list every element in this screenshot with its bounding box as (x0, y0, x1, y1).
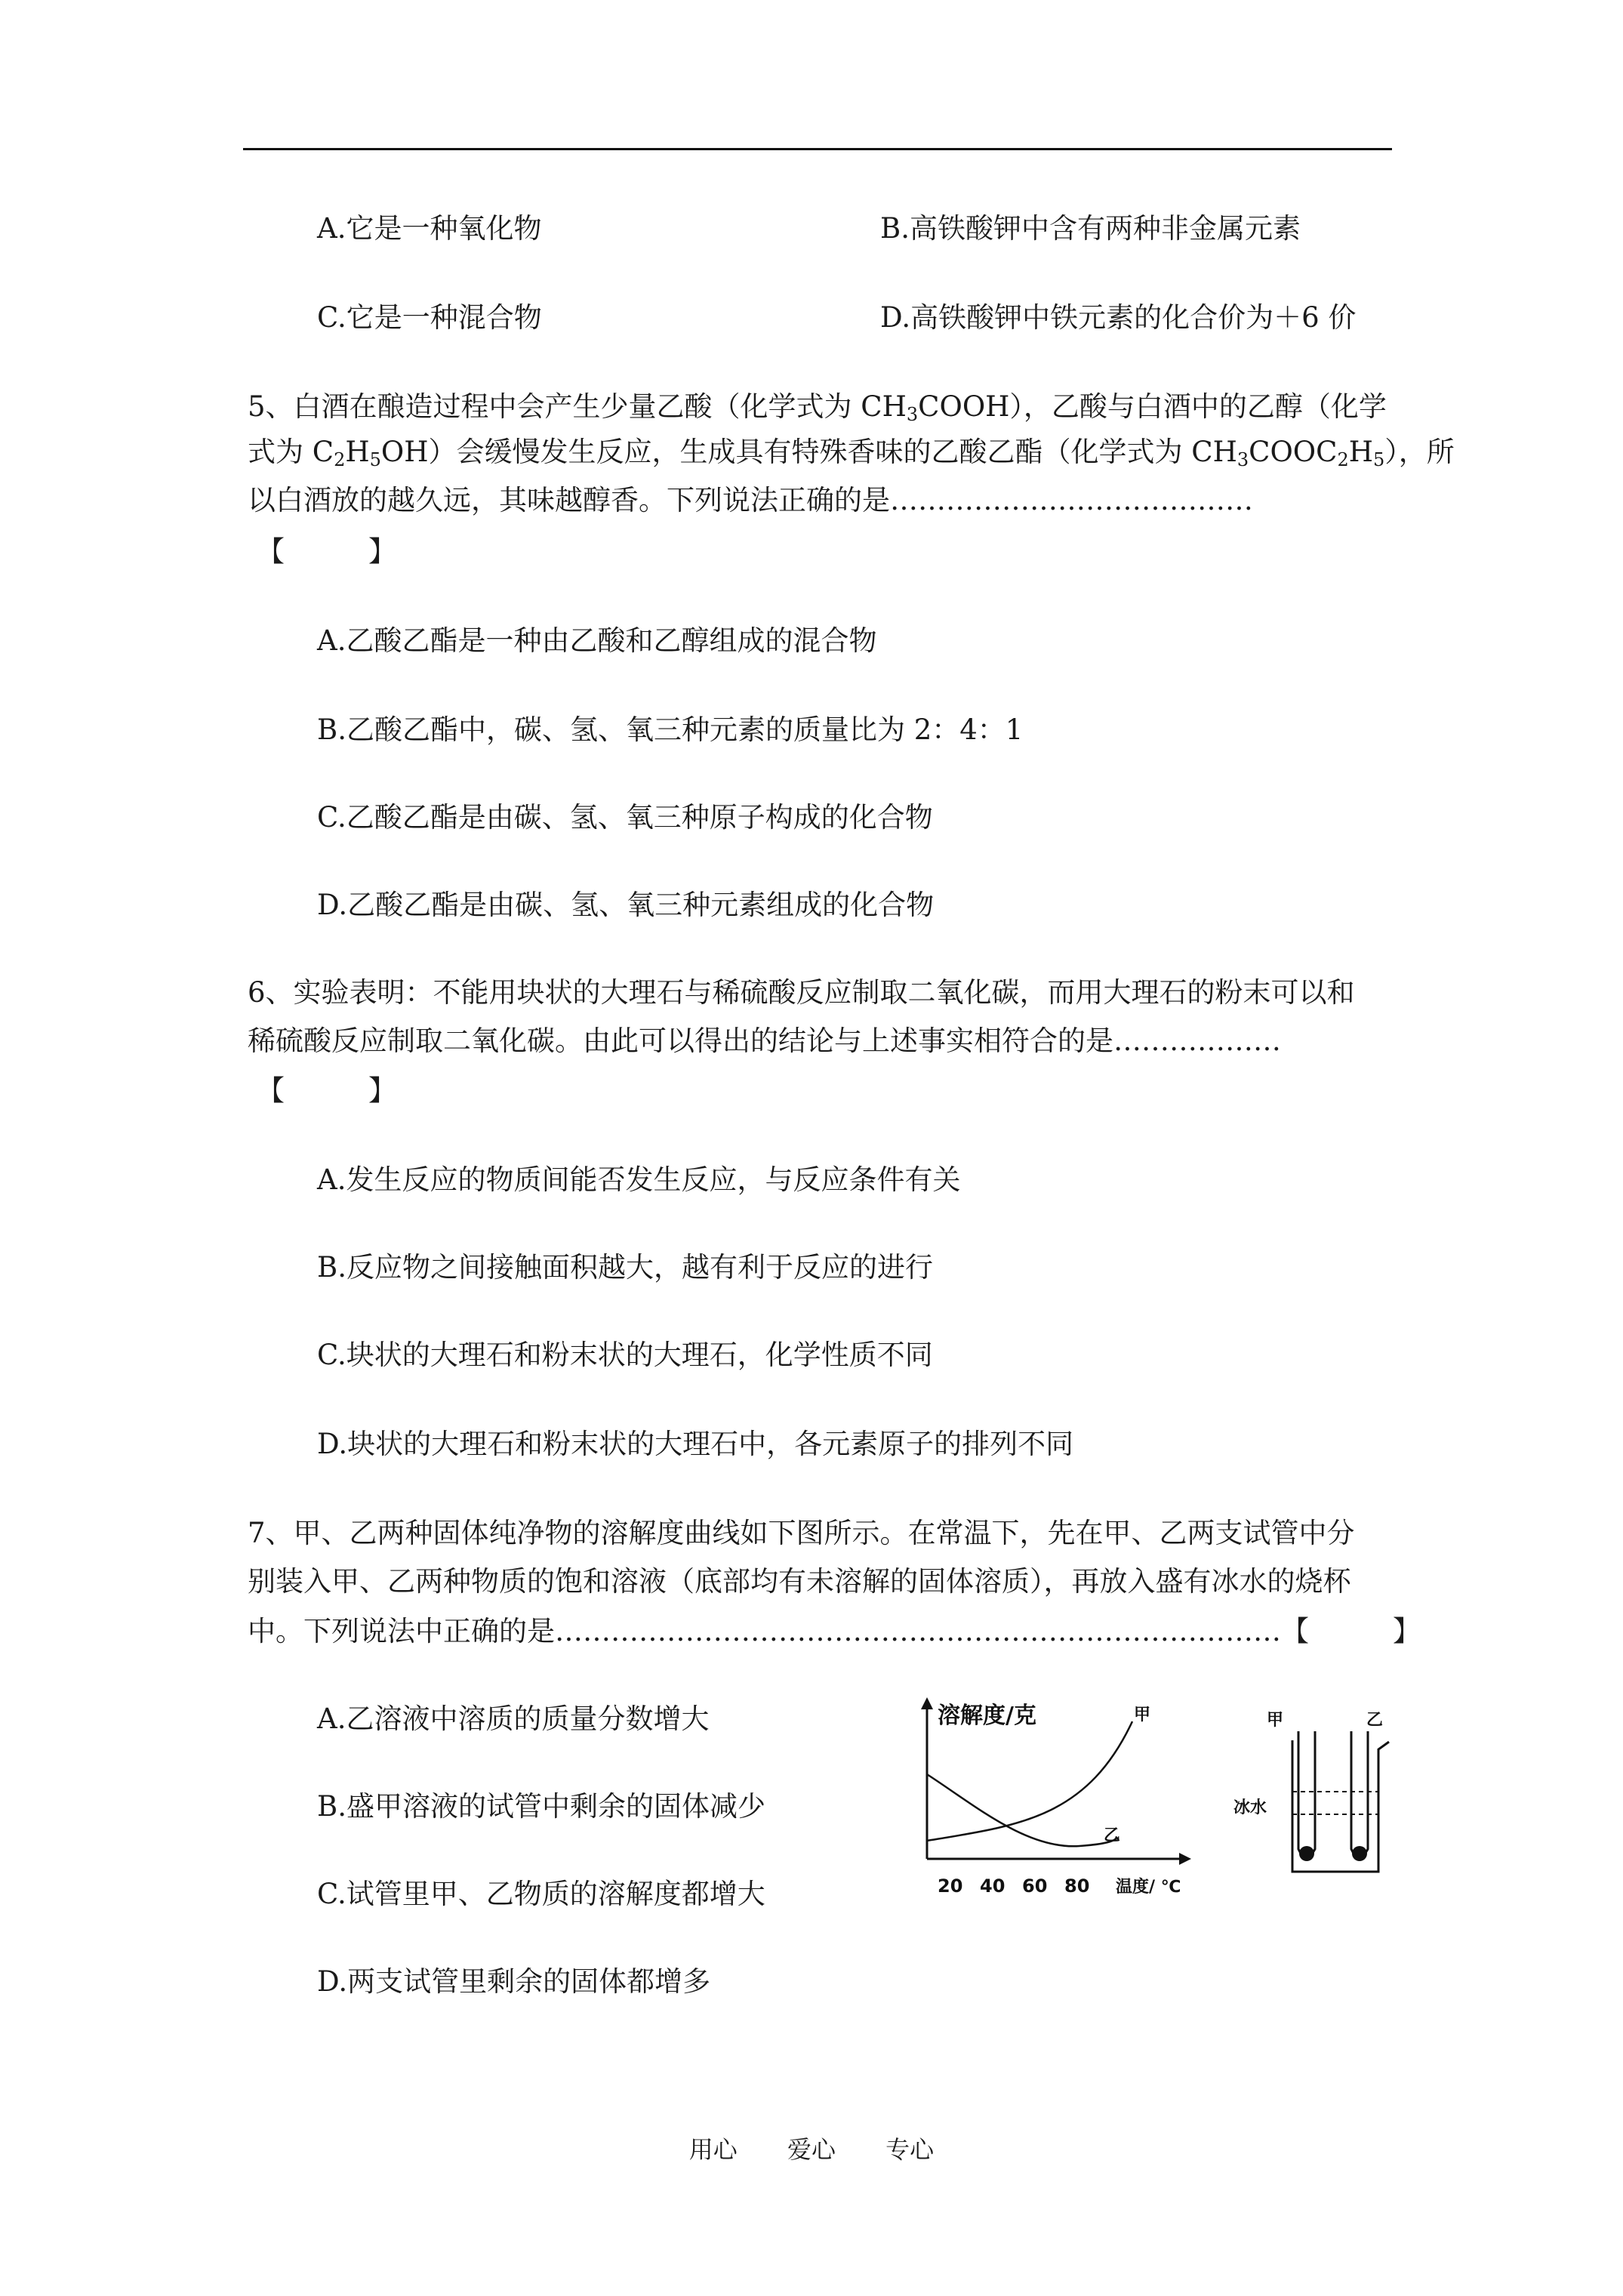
q6-option-c: C.块状的大理石和粉末状的大理石，化学性质不同 (317, 1339, 933, 1371)
y-axis-arrow (921, 1697, 933, 1709)
solubility-curve-figure (906, 1691, 1208, 1910)
test-tube-yi (1351, 1731, 1368, 1857)
x-axis-arrow (1179, 1853, 1191, 1865)
q5-option-a: A.乙酸乙酯是一种由乙酸和乙醇组成的混合物 (317, 624, 877, 657)
footer-word-2: 爱心 (787, 2135, 836, 2164)
header-rule (243, 148, 1392, 150)
beaker-yi-label: 乙 (1366, 1711, 1384, 1730)
q7-stem-line2: 别装入甲、乙两种物质的饱和溶液（底部均有未溶解的固体溶质），再放入盛有冰水的烧杯 (248, 1565, 1351, 1598)
q5-option-c: C.乙酸乙酯是由碳、氢、氧三种原子构成的化合物 (317, 801, 933, 834)
footer-word-3: 专心 (885, 2135, 935, 2164)
q7-stem-line1: 7、甲、乙两种固体纯净物的溶解度曲线如下图所示。在常温下，先在甲、乙两支试管中分 (248, 1517, 1355, 1549)
q6-option-a: A.发生反应的物质间能否发生反应，与反应条件有关 (317, 1163, 961, 1196)
page-footer (0, 2131, 1623, 2165)
q6-stem-line2: 稀硫酸反应制取二氧化碳。由此可以得出的结论与上述事实相符合的是……………… (248, 1025, 1281, 1057)
curve-jia-label: 甲 (1134, 1706, 1151, 1724)
ice-water-label: 冰水 (1233, 1798, 1267, 1817)
footer-word-1: 用心 (688, 2135, 738, 2164)
q6-stem-line1: 6、实验表明：不能用块状的大理石与稀硫酸反应制取二氧化碳，而用大理石的粉末可以和 (248, 976, 1355, 1009)
q5-stem-line1: 5、白酒在酿造过程中会产生少量乙酸（化学式为 $CH_3COOH$），乙酸与白酒中的乙醇（化学 (248, 390, 1387, 425)
q7-option-a: A.乙溶液中溶质的质量分数增大 (317, 1703, 710, 1735)
x-axis-label: 温度/ ℃ (1116, 1878, 1181, 1897)
q6-option-b: B.反应物之间接触面积越大，越有利于反应的进行 (317, 1251, 933, 1284)
x-tick-40: 40 (980, 1875, 1006, 1897)
q7-option-b: B.盛甲溶液的试管中剩余的固体减少 (317, 1790, 765, 1823)
test-tube-jia (1298, 1731, 1315, 1857)
beaker-figure (1230, 1703, 1404, 1899)
q4-option-c: C.它是一种混合物 (317, 301, 542, 334)
q7-option-c: C.试管里甲、乙物质的溶解度都增大 (317, 1878, 765, 1910)
solid-jia (1299, 1846, 1314, 1861)
x-tick-20: 20 (938, 1875, 963, 1897)
q4-option-b: B.高铁酸钾中含有两种非金属元素 (880, 212, 1301, 245)
q4-option-a: A.它是一种氧化物 (317, 212, 542, 245)
curve-yi-label: 乙 (1104, 1826, 1121, 1845)
q5-option-d: D.乙酸乙酯是由碳、氢、氧三种元素组成的化合物 (317, 889, 935, 921)
q4-option-d: D.高铁酸钾中铁元素的化合价为＋6 价 (880, 301, 1357, 334)
solid-yi (1352, 1846, 1367, 1861)
q5-option-b: B.乙酸乙酯中，碳、氢、氧三种元素的质量比为 2：4：1 (317, 713, 1024, 746)
beaker-jia-label: 甲 (1267, 1711, 1284, 1730)
curve-jia (927, 1721, 1132, 1841)
q5-stem-line2: 式为 $C_2H_5OH$）会缓慢发生反应，生成具有特殊香味的乙酸乙酯（化学式为 $CH_3COOC_2H_5$），所 (248, 436, 1455, 470)
x-tick-60: 60 (1022, 1875, 1048, 1897)
q5-stem-line3: 以白酒放的越久远，其味越醇香。下列说法正确的是………………………………… (248, 484, 1253, 516)
q5-answer-bracket: 【 】 (257, 535, 396, 568)
q7-stem-line3: 中。下列说法中正确的是……………………………………………………………………【 】 (248, 1615, 1421, 1647)
y-axis-label: 溶解度/克 (938, 1703, 1036, 1729)
q6-option-d: D.块状的大理石和粉末状的大理石中，各元素原子的排列不同 (317, 1428, 1074, 1460)
q7-option-d: D.两支试管里剩余的固体都增多 (317, 1965, 711, 1998)
x-tick-80: 80 (1064, 1875, 1090, 1897)
q6-answer-bracket: 【 】 (257, 1074, 396, 1107)
